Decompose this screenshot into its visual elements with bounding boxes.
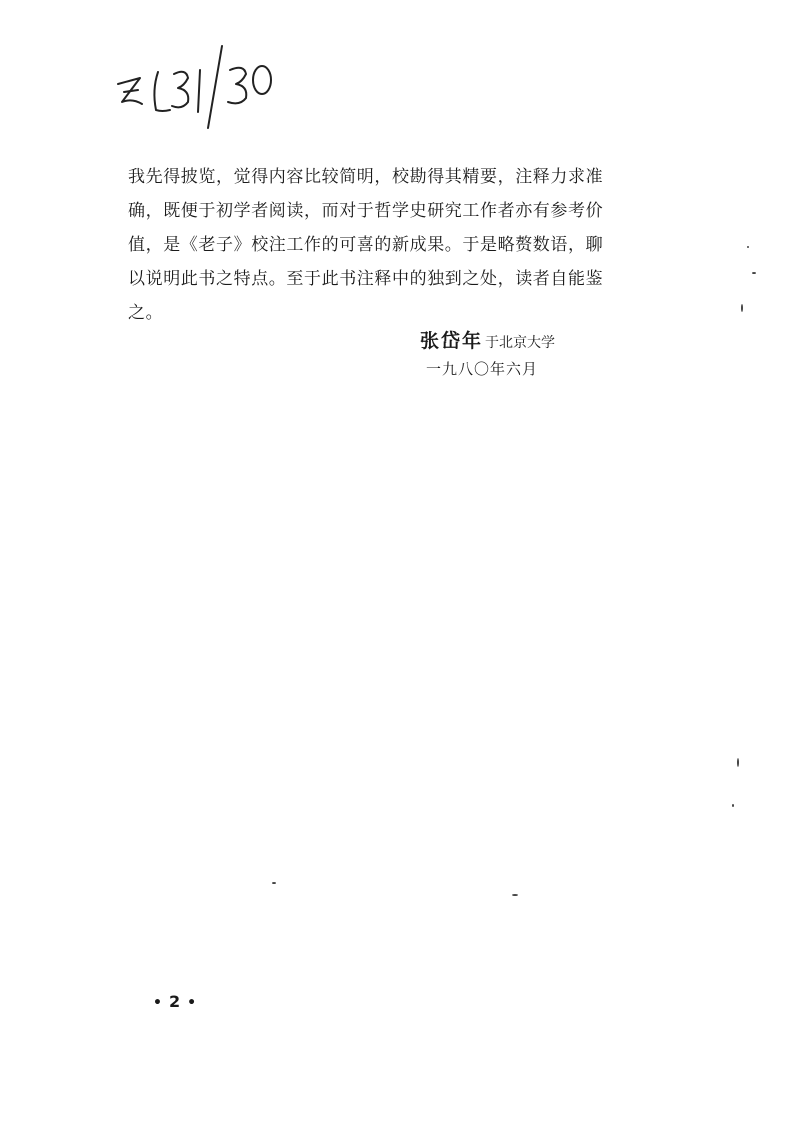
scan-speck	[512, 894, 518, 896]
scan-speck	[737, 758, 739, 767]
signature-date: 一九八〇年六月	[426, 360, 539, 378]
scan-speck	[741, 304, 743, 312]
author-name: 张岱年	[420, 330, 484, 352]
page-number-value: 2	[168, 992, 181, 1011]
text-line: 以说明此书之特点。至于此书注释中的独到之处，读者自能鉴	[128, 269, 604, 289]
bullet-icon: •	[153, 995, 162, 1011]
handwritten-call-number	[112, 40, 302, 130]
preface-paragraph	[128, 160, 658, 330]
scan-speck	[752, 272, 756, 274]
bullet-icon: •	[187, 995, 197, 1011]
text-line: 之。	[128, 303, 164, 323]
scan-speck	[272, 882, 276, 884]
scan-speck	[732, 804, 734, 807]
text-line: 确，既便于初学者阅读，而对于哲学史研究工作者亦有参考价	[128, 201, 604, 221]
page-number	[146, 992, 203, 1011]
scan-speck	[747, 246, 749, 248]
text-line: 值，是《老子》校注工作的可喜的新成果。于是略赘数语，聊	[128, 235, 604, 255]
signature	[420, 326, 555, 353]
author-affiliation: 于北京大学	[485, 335, 556, 351]
text-line: 我先得披览，觉得内容比较简明，校勘得其精要，注释力求准	[128, 167, 604, 187]
